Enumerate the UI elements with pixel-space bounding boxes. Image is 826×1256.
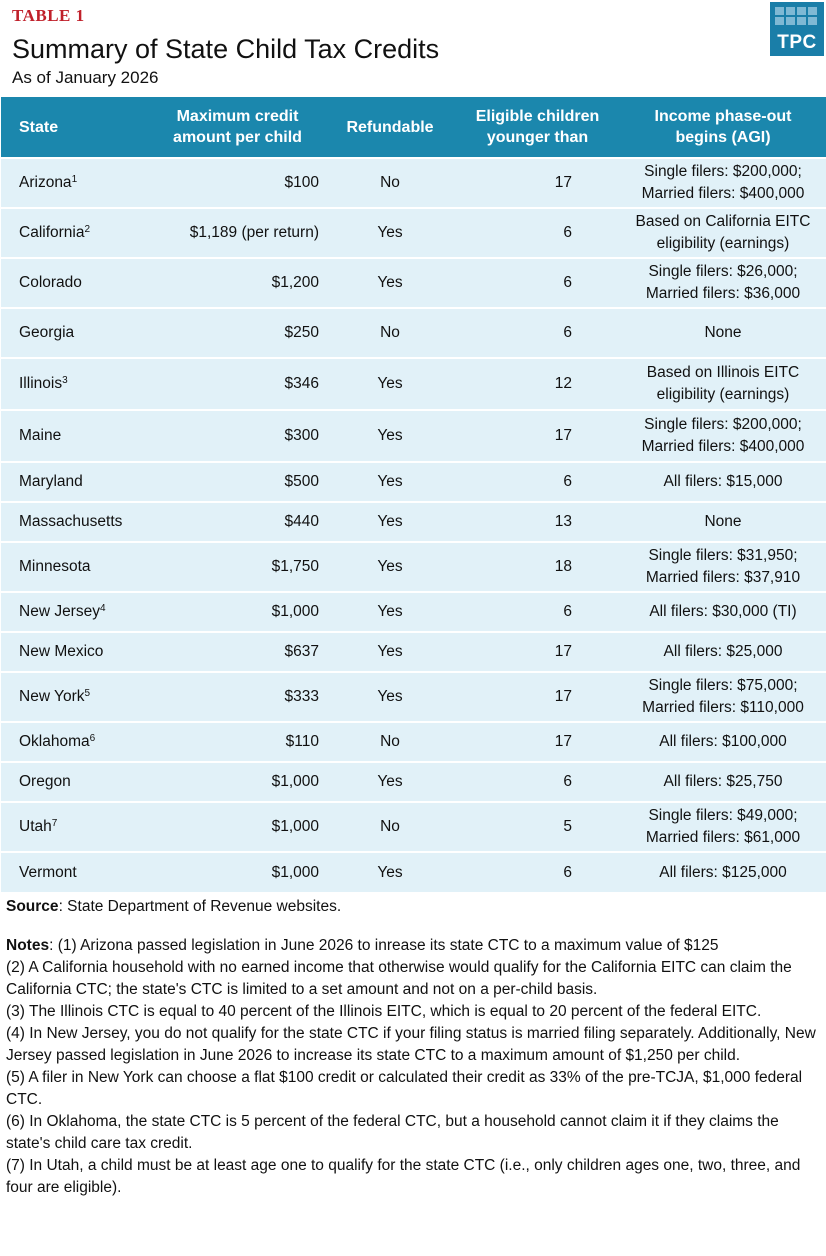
refundable-cell: No bbox=[325, 158, 455, 208]
max-credit-cell: $1,750 bbox=[150, 542, 325, 592]
table-row bbox=[1, 502, 826, 542]
column-header-max-credit: Maximum credit amount per child bbox=[150, 97, 325, 158]
table-row bbox=[1, 358, 826, 410]
table-row bbox=[1, 158, 826, 208]
state-cell bbox=[1, 410, 150, 462]
refundable-cell: Yes bbox=[325, 462, 455, 502]
eligible-age-cell: 17 bbox=[455, 672, 620, 722]
eligible-age-cell: 12 bbox=[455, 358, 620, 410]
table-body bbox=[1, 158, 826, 892]
column-header-refundable: Refundable bbox=[325, 97, 455, 158]
refundable-cell: Yes bbox=[325, 502, 455, 542]
table-row bbox=[1, 462, 826, 502]
phase-out-cell: All filers: $100,000 bbox=[620, 722, 826, 762]
state-name: Georgia bbox=[19, 324, 75, 341]
max-credit-cell: $1,000 bbox=[150, 852, 325, 892]
phase-out-cell: Single filers: $31,950; Married filers: $37,910 bbox=[620, 542, 826, 592]
refundable-cell: Yes bbox=[325, 358, 455, 410]
phase-out-cell: All filers: $125,000 bbox=[620, 852, 826, 892]
note-line: (5) A filer in New York can choose a flat $100 credit or calculated their credit as 33% of the pre-TCJA, $1,000 federal CTC. bbox=[6, 1069, 803, 1108]
column-header-phase-out: Income phase-out begins (AGI) bbox=[620, 97, 826, 158]
refundable-cell: No bbox=[325, 308, 455, 358]
state-name: New Mexico bbox=[19, 643, 104, 660]
note-line: (4) In New Jersey, you do not qualify for the state CTC if your filing status is married filing separately. Additionally, New Jersey passed legislation in June 2026 to increase its state CTC to a maximum amount of $1,250 per child. bbox=[6, 1025, 816, 1064]
footnote-marker: 2 bbox=[84, 224, 91, 235]
note-line: (2) A California household with no earned income that otherwise would qualify for the California EITC can claim the California CTC; the state's CTC is limited to a set amount and not on a per-child basis. bbox=[6, 959, 792, 998]
phase-out-cell: None bbox=[620, 308, 826, 358]
phase-out-cell: All filers: $30,000 (TI) bbox=[620, 592, 826, 632]
eligible-age-cell: 18 bbox=[455, 542, 620, 592]
phase-out-cell: Single filers: $200,000; Married filers: $400,000 bbox=[620, 410, 826, 462]
eligible-age-cell: 6 bbox=[455, 592, 620, 632]
refundable-cell: Yes bbox=[325, 208, 455, 258]
refundable-cell: Yes bbox=[325, 632, 455, 672]
footnote-marker: 1 bbox=[71, 174, 78, 185]
table-header-row bbox=[1, 97, 826, 158]
state-cell bbox=[1, 592, 150, 632]
max-credit-cell: $637 bbox=[150, 632, 325, 672]
logo-text: TPC bbox=[777, 32, 817, 53]
footnote-marker: 7 bbox=[51, 818, 58, 829]
logo-grid-icon bbox=[775, 7, 817, 25]
refundable-cell: Yes bbox=[325, 410, 455, 462]
state-cell bbox=[1, 308, 150, 358]
table-row bbox=[1, 722, 826, 762]
note-line: (6) In Oklahoma, the state CTC is 5 percent of the federal CTC, but a household cannot claim it if they claims the state's child care tax credit. bbox=[6, 1113, 779, 1152]
state-cell bbox=[1, 852, 150, 892]
source-text: : State Department of Revenue websites. bbox=[58, 898, 342, 915]
footnote-marker: 6 bbox=[89, 733, 96, 744]
table-row bbox=[1, 208, 826, 258]
eligible-age-cell: 5 bbox=[455, 802, 620, 852]
state-cell bbox=[1, 158, 150, 208]
max-credit-cell: $1,000 bbox=[150, 802, 325, 852]
eligible-age-cell: 17 bbox=[455, 722, 620, 762]
state-name: Illinois bbox=[19, 375, 63, 392]
state-cell bbox=[1, 358, 150, 410]
max-credit-cell: $500 bbox=[150, 462, 325, 502]
column-header-eligible-age: Eligible children younger than bbox=[455, 97, 620, 158]
refundable-cell: Yes bbox=[325, 542, 455, 592]
state-name: Oklahoma bbox=[19, 733, 90, 750]
state-name: Maryland bbox=[19, 473, 83, 490]
max-credit-cell: $1,000 bbox=[150, 762, 325, 802]
phase-out-cell: Based on Illinois EITC eligibility (earnings) bbox=[620, 358, 826, 410]
state-name: New Jersey bbox=[19, 603, 100, 620]
phase-out-cell: None bbox=[620, 502, 826, 542]
state-cell bbox=[1, 722, 150, 762]
state-name: Maine bbox=[19, 427, 62, 444]
table-row bbox=[1, 258, 826, 308]
eligible-age-cell: 6 bbox=[455, 852, 620, 892]
phase-out-cell: All filers: $15,000 bbox=[620, 462, 826, 502]
state-name: Oregon bbox=[19, 773, 71, 790]
footnote-marker: 5 bbox=[84, 688, 91, 699]
refundable-cell: No bbox=[325, 802, 455, 852]
tpc-logo bbox=[770, 2, 824, 56]
eligible-age-cell: 6 bbox=[455, 462, 620, 502]
table-label: TABLE 1 bbox=[12, 6, 85, 25]
max-credit-cell: $250 bbox=[150, 308, 325, 358]
table-row bbox=[1, 762, 826, 802]
table-row bbox=[1, 802, 826, 852]
footnote-marker: 4 bbox=[99, 603, 106, 614]
state-cell bbox=[1, 632, 150, 672]
phase-out-cell: Single filers: $26,000; Married filers: $36,000 bbox=[620, 258, 826, 308]
source-line bbox=[6, 898, 341, 916]
refundable-cell: No bbox=[325, 722, 455, 762]
state-cell bbox=[1, 208, 150, 258]
state-name: New York bbox=[19, 688, 85, 705]
eligible-age-cell: 17 bbox=[455, 158, 620, 208]
footnote-marker: 3 bbox=[62, 375, 68, 386]
phase-out-cell: Single filers: $49,000; Married filers: $61,000 bbox=[620, 802, 826, 852]
state-cell bbox=[1, 258, 150, 308]
state-name: Utah bbox=[19, 818, 52, 835]
max-credit-cell: $346 bbox=[150, 358, 325, 410]
table-row bbox=[1, 308, 826, 358]
note-line: Notes: (1) Arizona passed legislation in June 2026 to inrease its state CTC to a maximum value of $125 bbox=[6, 937, 719, 954]
refundable-cell: Yes bbox=[325, 762, 455, 802]
eligible-age-cell: 17 bbox=[455, 410, 620, 462]
state-cell bbox=[1, 802, 150, 852]
source-label: Source bbox=[6, 898, 59, 915]
notes-label: Notes bbox=[6, 937, 50, 954]
state-cell bbox=[1, 542, 150, 592]
phase-out-cell: Single filers: $200,000; Married filers: $400,000 bbox=[620, 158, 826, 208]
max-credit-cell: $100 bbox=[150, 158, 325, 208]
max-credit-cell: $1,200 bbox=[150, 258, 325, 308]
page-title: Summary of State Child Tax Credits bbox=[12, 34, 440, 64]
notes-section bbox=[6, 935, 818, 1199]
table-row bbox=[1, 632, 826, 672]
max-credit-cell: $300 bbox=[150, 410, 325, 462]
phase-out-cell: Single filers: $75,000; Married filers: $110,000 bbox=[620, 672, 826, 722]
state-ctc-table bbox=[1, 97, 826, 892]
note-line: (3) The Illinois CTC is equal to 40 percent of the Illinois EITC, which is equal to 20 percent of the federal EITC. bbox=[6, 1003, 762, 1020]
max-credit-cell: $1,000 bbox=[150, 592, 325, 632]
state-cell bbox=[1, 502, 150, 542]
state-cell bbox=[1, 462, 150, 502]
table-row bbox=[1, 672, 826, 722]
refundable-cell: Yes bbox=[325, 258, 455, 308]
phase-out-cell: Based on California EITC eligibility (earnings) bbox=[620, 208, 826, 258]
phase-out-cell: All filers: $25,750 bbox=[620, 762, 826, 802]
refundable-cell: Yes bbox=[325, 592, 455, 632]
state-cell bbox=[1, 672, 150, 722]
table-row bbox=[1, 592, 826, 632]
column-header-state: State bbox=[1, 97, 150, 158]
max-credit-cell: $333 bbox=[150, 672, 325, 722]
table-row bbox=[1, 410, 826, 462]
note-line: (7) In Utah, a child must be at least age one to qualify for the state CTC (i.e., only children ages one, two, three, and four are eligible). bbox=[6, 1157, 801, 1196]
state-name: Vermont bbox=[19, 863, 77, 881]
table-row bbox=[1, 542, 826, 592]
state-name: Arizona bbox=[19, 174, 72, 191]
max-credit-cell: $1,189 (per return) bbox=[150, 208, 325, 258]
table-row bbox=[1, 852, 826, 892]
page-subtitle: As of January 2026 bbox=[12, 68, 159, 87]
refundable-cell: Yes bbox=[325, 672, 455, 722]
state-name: Minnesota bbox=[19, 558, 91, 575]
eligible-age-cell: 6 bbox=[455, 762, 620, 802]
max-credit-cell: $440 bbox=[150, 502, 325, 542]
eligible-age-cell: 13 bbox=[455, 502, 620, 542]
state-name: Colorado bbox=[19, 274, 82, 291]
eligible-age-cell: 6 bbox=[455, 308, 620, 358]
eligible-age-cell: 17 bbox=[455, 632, 620, 672]
state-name: Massachusetts bbox=[19, 513, 123, 530]
eligible-age-cell: 6 bbox=[455, 258, 620, 308]
state-cell bbox=[1, 762, 150, 802]
eligible-age-cell: 6 bbox=[455, 208, 620, 258]
state-name: California bbox=[19, 224, 85, 241]
refundable-cell: Yes bbox=[325, 852, 455, 892]
phase-out-cell: All filers: $25,000 bbox=[620, 632, 826, 672]
max-credit-cell: $110 bbox=[150, 722, 325, 762]
